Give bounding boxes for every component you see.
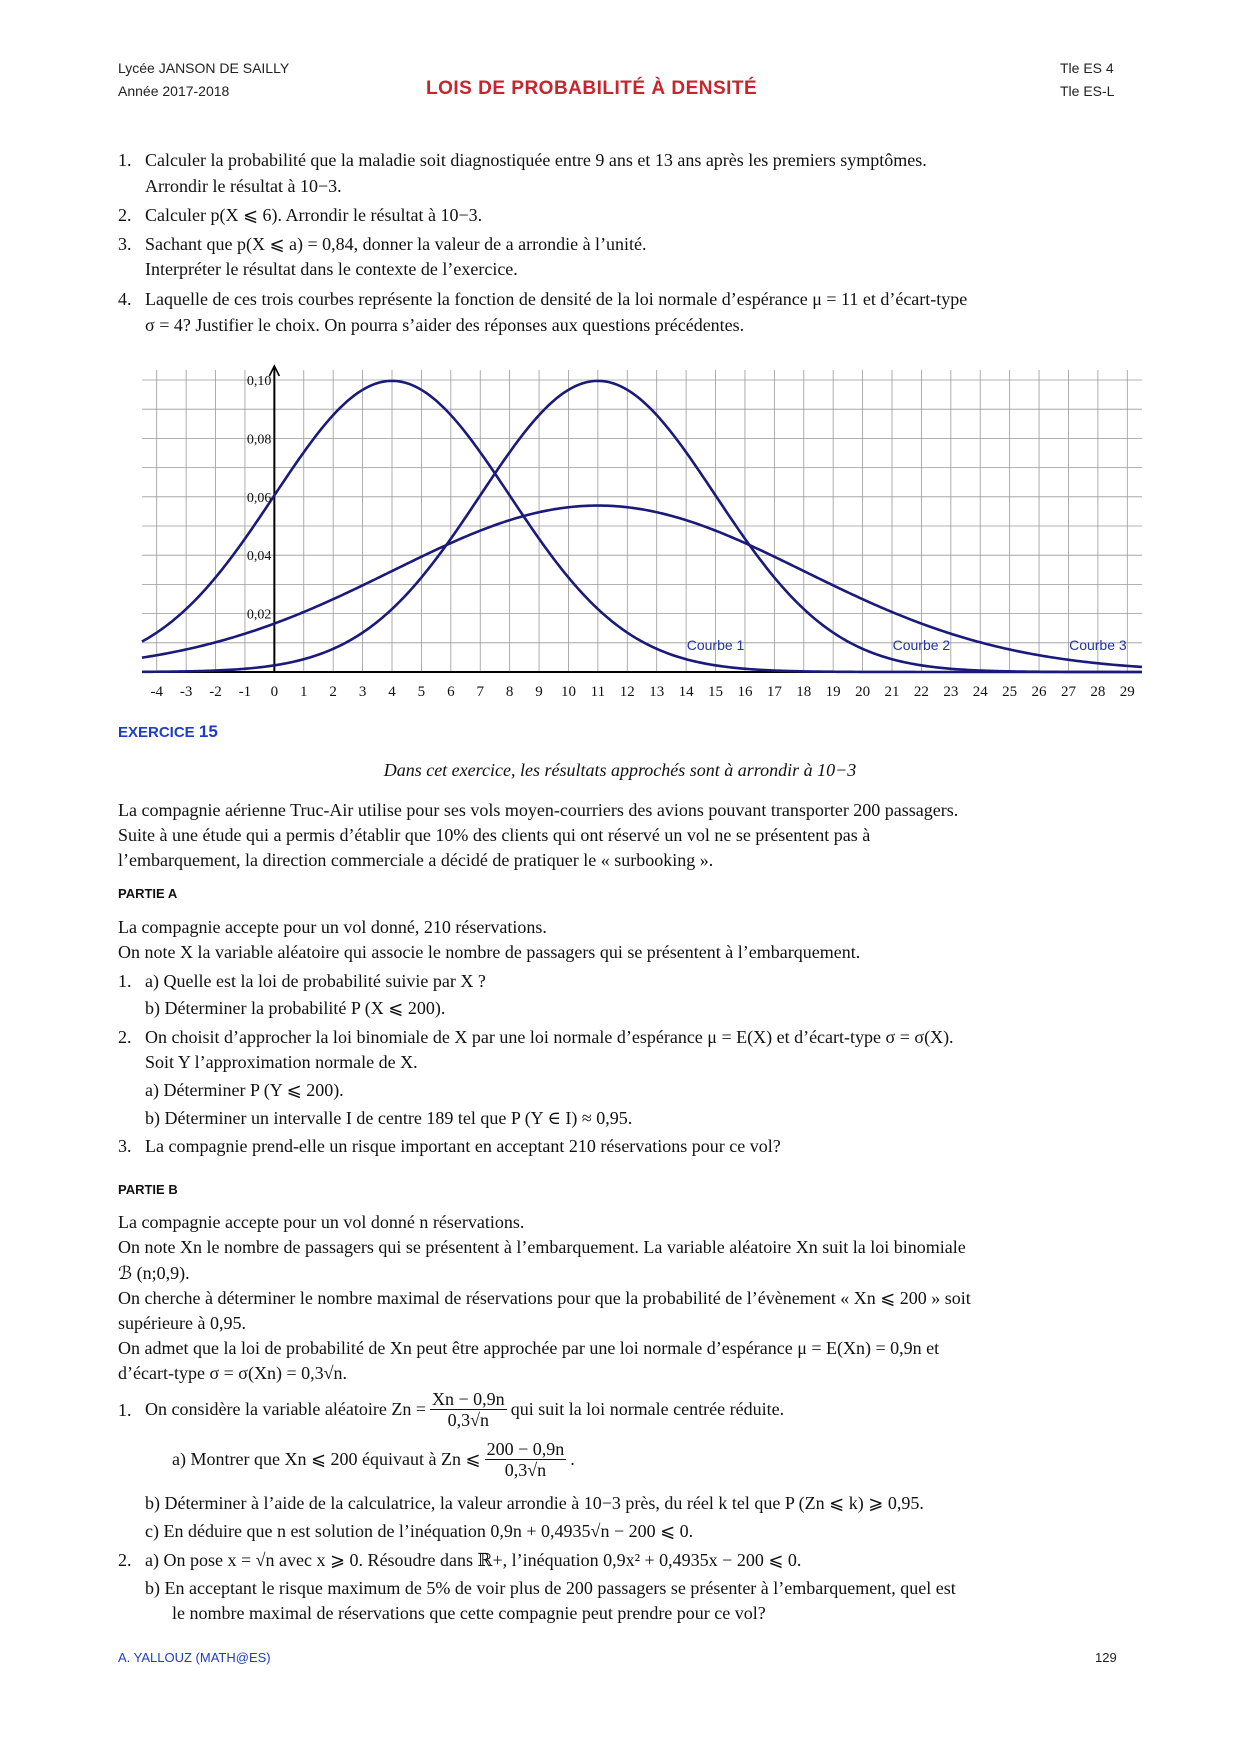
x-tick-label: 21 xyxy=(884,684,900,700)
exercise-paragraph-2: Suite à une étude qui a permis d’établir que 10% des clients qui ont réservé un vol ne se présentent pas à xyxy=(118,825,871,845)
question-number: 1. xyxy=(118,1400,132,1420)
x-tick-label: 1 xyxy=(300,684,308,700)
x-tick-label: 17 xyxy=(766,684,782,700)
x-tick-label: -2 xyxy=(209,684,222,700)
question-1-line-1: Calculer la probabilité que la maladie soit diagnostiquée entre 9 ans et 13 ans après les premiers symptômes. xyxy=(145,150,927,170)
question-number: 3. xyxy=(118,1136,132,1156)
y-tick-label: 0,08 xyxy=(246,432,272,448)
part-a-q1a: a) Quelle est la loi de probabilité suivie par X ? xyxy=(145,971,486,991)
x-tick-label: 24 xyxy=(972,684,988,700)
x-tick-label: 11 xyxy=(590,684,606,700)
x-tick-label: 22 xyxy=(913,684,929,700)
x-tick-label: 9 xyxy=(535,684,543,700)
curve-1 xyxy=(142,381,1142,672)
part-b-q1 xyxy=(145,1384,784,1434)
part-b-line-2: On note Xn le nombre de passagers qui se présentent à l’embarquement. La variable aléatoire Xn suit la loi binomiale xyxy=(118,1237,966,1257)
part-b-q2b-line-2: le nombre maximal de réservations que cette compagnie peut prendre pour ce vol? xyxy=(172,1603,766,1623)
part-b-line-1: La compagnie accepte pour un vol donné n réservations. xyxy=(118,1212,525,1232)
question-number: 4. xyxy=(118,289,132,309)
part-b-q1a xyxy=(172,1434,575,1484)
part-b-q1b: b) Déterminer à l’aide de la calculatrice, la valeur arrondie à 10−3 près, du réel k tel que P (Zn ⩽ k) ⩾ 0,95. xyxy=(145,1493,924,1513)
curve-label-2: Courbe 2 xyxy=(892,637,951,654)
footer-author: A. YALLOUZ (MATH@ES) xyxy=(118,1650,271,1665)
class-label-1: Tle ES 4 xyxy=(1060,60,1114,76)
question-1-line-2: Arrondir le résultat à 10−3. xyxy=(145,176,342,196)
question-number: 3. xyxy=(118,234,132,254)
question-4-line-1: Laquelle de ces trois courbes représente la fonction de densité de la loi normale d’espérance μ = 11 et d’écart-type xyxy=(145,289,968,309)
chart-curves xyxy=(142,381,1142,672)
y-tick-label: 0,04 xyxy=(246,549,272,565)
x-tick-label: 27 xyxy=(1060,684,1076,700)
fraction-numerator: 200 − 0,9n xyxy=(486,1438,565,1459)
x-tick-label: -4 xyxy=(150,684,163,700)
part-a-line-2: On note X la variable aléatoire qui associe le nombre de passagers qui se présentent à l’embarquement. xyxy=(118,942,861,962)
curve-label-1: Courbe 1 xyxy=(686,637,745,654)
part-a-line-1: La compagnie accepte pour un vol donné, 210 réservations. xyxy=(118,917,547,937)
part-b-title: PARTIE B xyxy=(118,1182,178,1197)
x-tick-label: 29 xyxy=(1119,684,1135,700)
part-a-q2-line-1: On choisit d’approcher la loi binomiale de X par une loi normale d’espérance μ = E(X) et d’écart-type σ = σ(X). xyxy=(145,1027,954,1047)
y-tick-label: 0,06 xyxy=(246,490,272,506)
part-a-q2-line-2: Soit Y l’approximation normale de X. xyxy=(145,1052,418,1072)
question-number: 1. xyxy=(118,150,132,170)
chart-axes xyxy=(142,366,1142,672)
part-b-line-3: ℬ (n;0,9). xyxy=(118,1263,190,1283)
question-number: 2. xyxy=(118,205,132,225)
part-a-q2a: a) Déterminer P (Y ⩽ 200). xyxy=(145,1080,344,1100)
fraction xyxy=(430,1389,507,1430)
part-b-line-7: d’écart-type σ = σ(Xn) = 0,3√n. xyxy=(118,1363,348,1383)
page-title: LOIS DE PROBABILITÉ À DENSITÉ xyxy=(426,78,758,99)
page-number: 129 xyxy=(1095,1650,1117,1665)
part-b-q1a-post: . xyxy=(570,1449,575,1469)
fraction xyxy=(485,1439,567,1480)
chart-grid xyxy=(142,370,1142,672)
x-tick-label: 2 xyxy=(329,684,337,700)
exercise-intro: Dans cet exercice, les résultats approchés sont à arrondir à 10−3 xyxy=(383,760,857,780)
x-tick-label: 12 xyxy=(619,684,635,700)
x-tick-label: 19 xyxy=(825,684,841,700)
x-tick-label: 0 xyxy=(270,684,279,700)
question-number: 2. xyxy=(118,1027,132,1047)
question-number: 1. xyxy=(118,971,132,991)
x-tick-label: 20 xyxy=(855,684,871,700)
x-tick-label: 18 xyxy=(796,684,812,700)
curve-2 xyxy=(142,381,1142,672)
exercise-paragraph-1: La compagnie aérienne Truc-Air utilise pour ses vols moyen-courriers des avions pouvant transporter 200 passagers. xyxy=(118,800,959,820)
exercise-paragraph-3: l’embarquement, la direction commerciale a décidé de pratiquer le « surbooking ». xyxy=(118,850,714,870)
part-b-q2a: a) On pose x = √n avec x ⩾ 0. Résoudre dans ℝ+, l’inéquation 0,9x² + 0,4935x − 200 ⩽ 0. xyxy=(145,1550,802,1570)
part-a-q1b: b) Déterminer la probabilité P (X ⩽ 200). xyxy=(145,998,446,1018)
x-tick-label: 8 xyxy=(505,684,514,700)
part-b-q1a-pre: a) Montrer que Xn ⩽ 200 équivaut à Zn ⩽ xyxy=(172,1449,481,1469)
x-tick-label: 6 xyxy=(447,684,455,700)
y-tick-label: 0,02 xyxy=(246,607,272,623)
part-b-line-5: supérieure à 0,95. xyxy=(118,1313,246,1333)
x-tick-label: 26 xyxy=(1031,684,1047,700)
part-b-q1c: c) En déduire que n est solution de l’inéquation 0,9n + 0,4935√n − 200 ⩽ 0. xyxy=(145,1521,694,1541)
x-tick-label: 4 xyxy=(388,684,396,700)
x-tick-label: 7 xyxy=(476,684,484,700)
curve-label-3: Courbe 3 xyxy=(1069,637,1127,654)
exercise-heading xyxy=(118,722,218,742)
x-tick-label: -3 xyxy=(179,684,193,700)
exercise-number: 15 xyxy=(198,722,218,741)
x-tick-label: 10 xyxy=(560,684,576,700)
part-a-q3: La compagnie prend-elle un risque important en acceptant 210 réservations pour ce vol? xyxy=(145,1136,781,1156)
question-4-line-2: σ = 4? Justifier le choix. On pourra s’aider des réponses aux questions précédentes. xyxy=(145,315,745,335)
x-tick-label: 15 xyxy=(708,684,724,700)
part-b-line-6: On admet que la loi de probabilité de Xn peut être approchée par une loi normale d’espérance μ = E(Xn) = 0,9n et xyxy=(118,1338,940,1358)
school-name: Lycée JANSON DE SAILLY xyxy=(118,60,290,76)
x-tick-label: -1 xyxy=(238,684,252,700)
x-tick-label: 14 xyxy=(678,684,694,700)
question-3-line-2: Interpréter le résultat dans le contexte de l’exercice. xyxy=(145,259,518,279)
x-tick-label: 3 xyxy=(358,684,367,700)
x-tick-label: 25 xyxy=(1002,684,1018,700)
x-tick-label: 16 xyxy=(737,684,753,700)
part-b-q2b-line-1: b) En acceptant le risque maximum de 5% de voir plus de 200 passagers se présenter à l’embarquement, quel est xyxy=(145,1578,956,1598)
x-tick-label: 13 xyxy=(649,684,665,700)
exercise-label: EXERCICE xyxy=(118,724,195,741)
fraction-denominator: 0,3√n xyxy=(447,1409,490,1430)
part-a-title: PARTIE A xyxy=(118,886,178,901)
x-tick-label: 5 xyxy=(417,684,426,700)
chart-labels xyxy=(150,374,1134,700)
y-tick-label: 0,10 xyxy=(246,374,272,389)
school-year: Année 2017-2018 xyxy=(118,83,230,99)
question-number: 2. xyxy=(118,1550,132,1570)
x-tick-label: 23 xyxy=(943,684,959,700)
part-b-q1-pre: On considère la variable aléatoire Zn = xyxy=(145,1399,427,1419)
fraction-numerator: Xn − 0,9n xyxy=(432,1388,505,1409)
part-b-line-4: On cherche à déterminer le nombre maximal de réservations pour que la probabilité de l’évènement « Xn ⩽ 200 » soit xyxy=(118,1288,971,1308)
class-label-2: Tle ES-L xyxy=(1060,83,1115,99)
x-tick-label: 28 xyxy=(1090,684,1106,700)
question-3-line-1: Sachant que p(X ⩽ a) = 0,84, donner la valeur de a arrondie à l’unité. xyxy=(145,234,647,254)
part-a-q2b: b) Déterminer un intervalle I de centre 189 tel que P (Y ∈ I) ≈ 0,95. xyxy=(145,1108,633,1128)
part-b-q1-post: qui suit la loi normale centrée réduite. xyxy=(510,1399,785,1419)
fraction-denominator: 0,3√n xyxy=(504,1459,547,1480)
question-2: Calculer p(X ⩽ 6). Arrondir le résultat à 10−3. xyxy=(145,205,483,225)
density-chart xyxy=(0,0,1240,720)
